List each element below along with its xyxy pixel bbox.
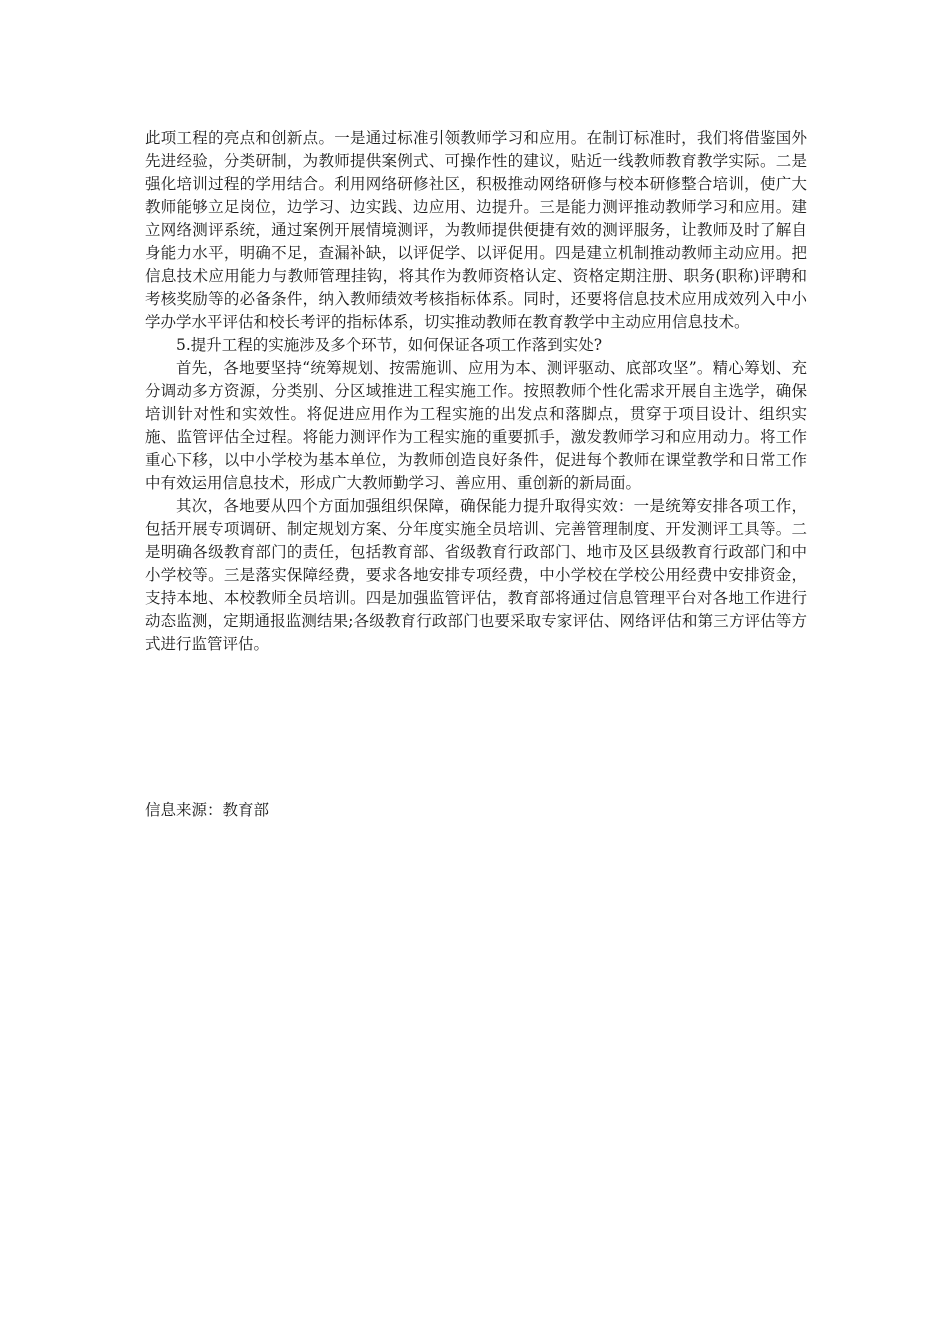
paragraph-first-measures: 首先，各地要坚持“统筹规划、按需施训、应用为本、测评驱动、底部攻坚”。精心筹划、充分调动多方资源，分类别、分区域推进工程实施工作。按照教师个性化需求开展自主选学，确保培训针对性和实效性。将促进应用作为工程实施的出发点和落脚点，贯穿于项目设计、组织实施、监管评估全过程。将能力测评作为工程实施的重要抓手，激发教师学习和应用动力。将工作重心下移，以中小学校为基本单位，为教师创造良好条件，促进每个教师在课堂教学和日常工作中有效运用信息技术，形成广大教师勤学习、善应用、重创新的新局面。 <box>145 359 807 492</box>
article-body <box>145 127 807 656</box>
question-heading-5: 5.提升工程的实施涉及多个环节，如何保证各项工作落到实处? <box>176 336 603 354</box>
info-source: 信息来源：教育部 <box>145 801 270 819</box>
paragraph-innovation-points: 此项工程的亮点和创新点。一是通过标准引领教师学习和应用。在制订标准时，我们将借鉴国外先进经验，分类研制，为教师提供案例式、可操作性的建议，贴近一线教师教育教学实际。二是强化培训过程的学用结合。利用网络研修社区，积极推动网络研修与校本研修整合培训，使广大教师能够立足岗位，边学习、边实践、边应用、边提升。三是能力测评推动教师学习和应用。建立网络测评系统，通过案例开展情境测评，为教师提供便捷有效的测评服务，让教师及时了解自身能力水平，明确不足，查漏补缺，以评促学、以评促用。四是建立机制推动教师主动应用。把信息技术应用能力与教师管理挂钩，将其作为教师资格认定、资格定期注册、职务(职称)评聘和考核奖励等的必备条件，纳入教师绩效考核指标体系。同时，还要将信息技术应用成效列入中小学办学水平评估和校长考评的指标体系，切实推动教师在教育教学中主动应用信息技术。 <box>145 129 807 331</box>
paragraph-second-measures: 其次，各地要从四个方面加强组织保障，确保能力提升取得实效：一是统筹安排各项工作，包括开展专项调研、制定规划方案、分年度实施全员培训、完善管理制度、开发测评工具等。二是明确各级教育部门的责任，包括教育部、省级教育行政部门、地市及区县级教育行政部门和中小学校等。三是落实保障经费，要求各地安排专项经费，中小学校在学校公用经费中安排资金，支持本地、本校教师全员培训。四是加强监管评估，教育部将通过信息管理平台对各地工作进行动态监测，定期通报监测结果;各级教育行政部门也要采取专家评估、网络评估和第三方评估等方式进行监管评估。 <box>145 497 807 653</box>
